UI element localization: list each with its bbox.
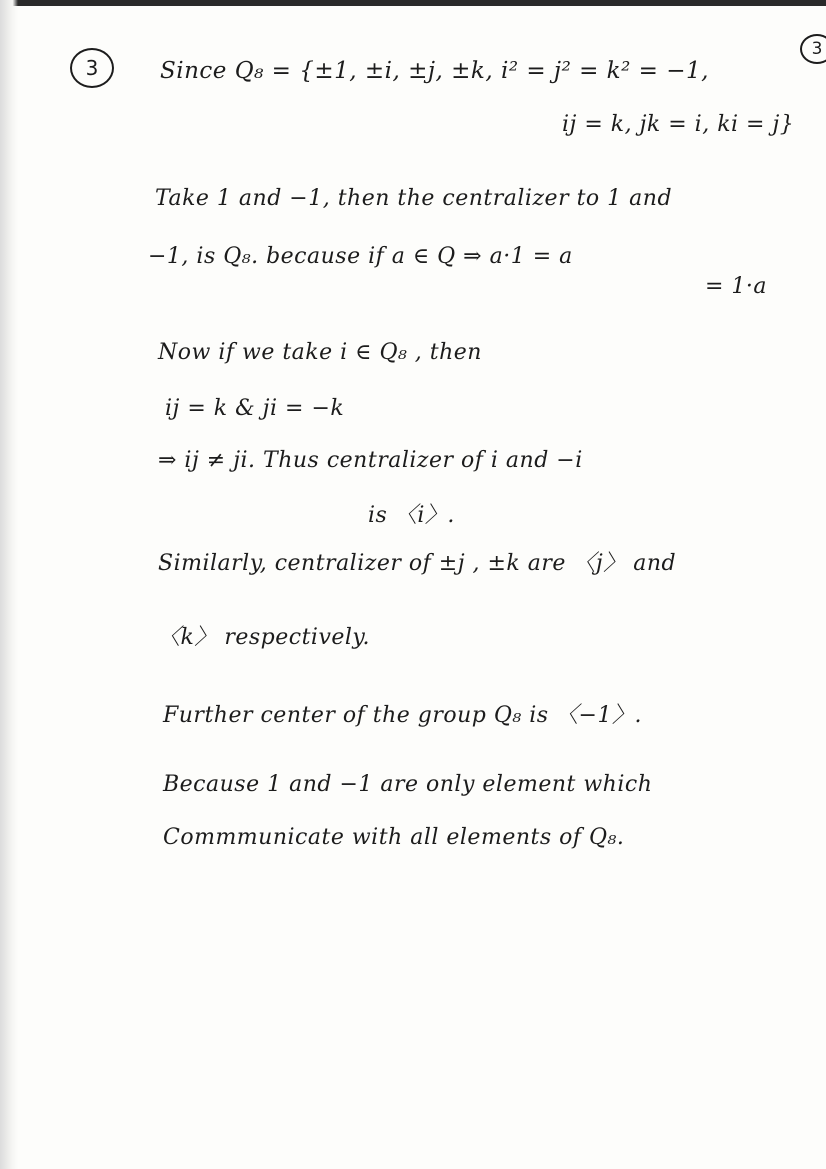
handwritten-line: is 〈i〉. [368, 503, 455, 528]
handwritten-line: Because 1 and −1 are only element which [163, 772, 653, 797]
scan-edge-top [0, 0, 826, 6]
question-number-circle: 3 [70, 48, 114, 88]
handwritten-line: 〈k〉 respectively. [158, 625, 370, 650]
handwritten-line: Now if we take i ∈ Q₈ , then [158, 340, 482, 365]
handwritten-line: Commmunicate with all elements of Q₈. [163, 825, 625, 850]
handwritten-line: Similarly, centralizer of ±j , ±k are 〈j〉 and [158, 551, 677, 576]
scan-edge-left [0, 0, 18, 1169]
page-number-circle: 3 [800, 34, 826, 64]
handwritten-line: ij = k & ji = −k [165, 396, 345, 421]
handwritten-line: −1, is Q₈. because if a ∈ Q ⇒ a·1 = a [148, 244, 573, 269]
handwritten-line: = 1·a [705, 274, 768, 299]
handwritten-line: Take 1 and −1, then the centralizer to 1 and [155, 186, 673, 211]
handwritten-line: Since Q₈ = {±1, ±i, ±j, ±k, i² = j² = k² = −1, [160, 58, 709, 84]
handwritten-line: Further center of the group Q₈ is 〈−1〉. [163, 703, 642, 728]
handwritten-line: ij = k, jk = i, ki = j} [562, 112, 795, 137]
handwritten-line: ⇒ ij ≠ ji. Thus centralizer of i and −i [158, 448, 583, 473]
